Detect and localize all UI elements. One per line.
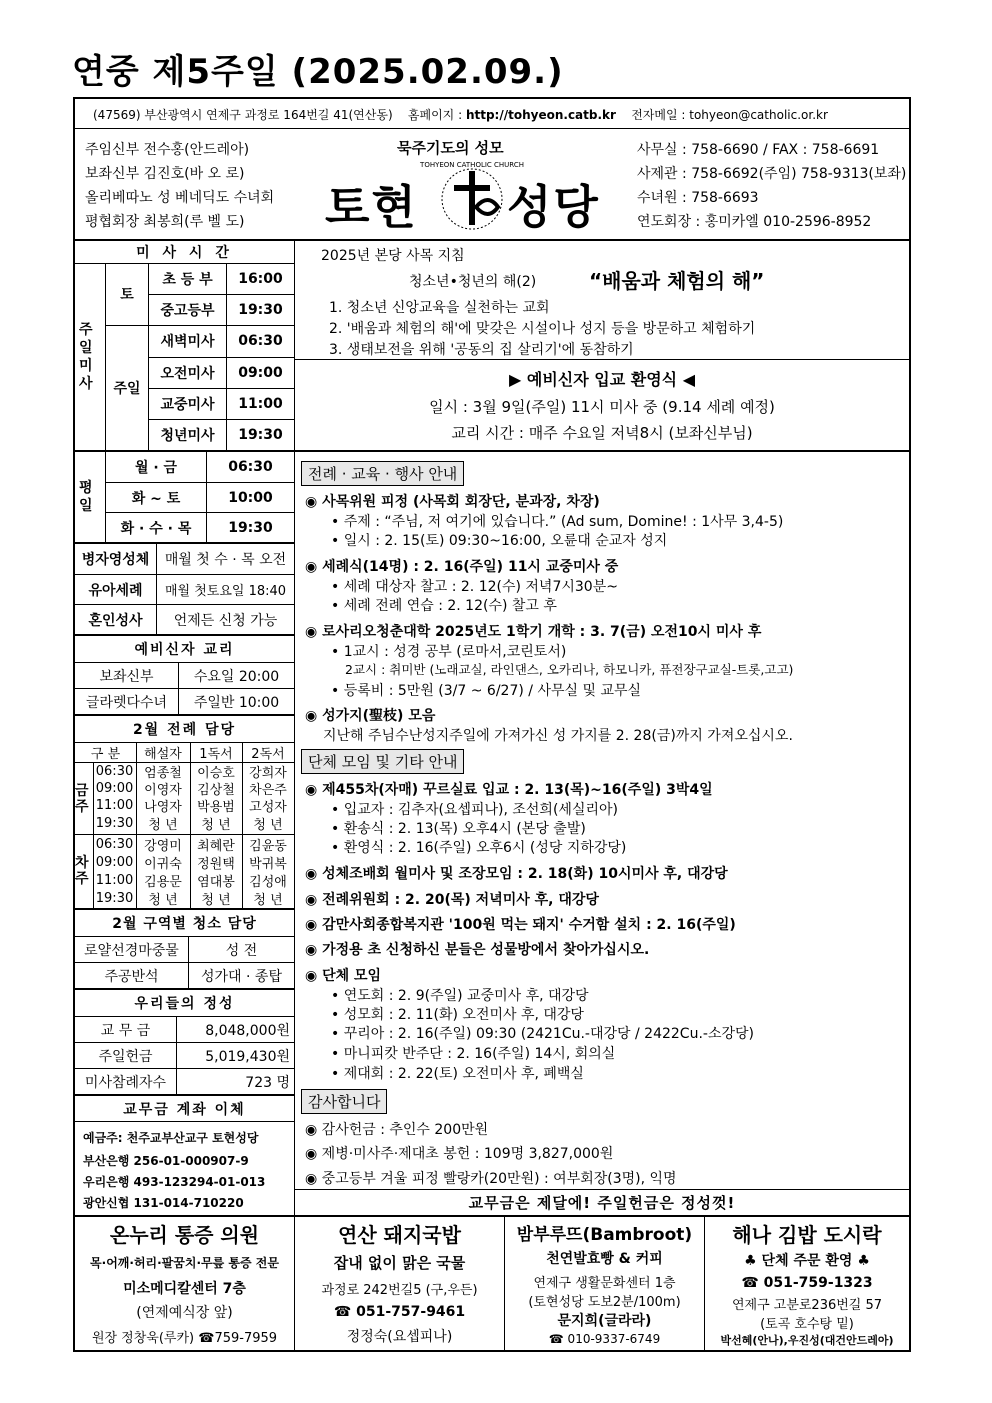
bank-header: 교무금 계좌 이체 [123, 1101, 246, 1118]
liturgy-cell: 차은주 [249, 783, 287, 798]
offering-row: 교 무 금 [100, 1022, 151, 1039]
notice-item: ◉ 단체 모임 [305, 968, 382, 984]
thanks-item: ◉ 감사헌금 : 추인수 200만원 [305, 1122, 489, 1138]
liturgy-cell: 09:00 [95, 781, 134, 796]
notice-item: ◉ 성가지(聖枝) 모음 [305, 708, 436, 724]
address-line: (47569) 부산광역시 연제구 과정로 164번길 41(연산동) 홈페이지 : http://tohyeon.catb.kr 전자메일 : tohyeon@catholic.or.kr [93, 108, 828, 122]
liturgy-cell: 06:30 [95, 764, 134, 779]
logo-right-text: 성당 [507, 180, 600, 234]
contact-4: 연도회장 : 홍미카엘 010-2596-8952 [637, 214, 872, 230]
offering-header: 우리들의 정성 [134, 996, 235, 1012]
notice-sub: • 세례 대상자 찰고 : 2. 12(수) 저녁7시30분~ [331, 579, 618, 595]
notice-item: ◉ 가정용 초 신청하신 분들은 성물방에서 찾아가십시오. [305, 942, 650, 958]
ad-line: 연제구 생활문화센터 1층 [533, 1275, 676, 1291]
notice-item: ◉ 세례식(14명) : 2. 16(주일) 11시 교중미사 중 [305, 559, 619, 575]
liturgy-cell: 19:30 [95, 816, 134, 831]
logo-ring-text: TOHYEON CATHOLIC CHURCH [420, 161, 524, 169]
cleaning-row: 로얄선경마중물 [84, 942, 179, 959]
sunday-label: 주일 [113, 381, 141, 397]
liturgy-cell: 김용문 [144, 874, 182, 890]
offering-value: 723 명 [245, 1074, 290, 1091]
ad-title: 온누리 통증 의원 [109, 1222, 260, 1247]
ad-line: ☎ 051-757-9461 [333, 1304, 466, 1320]
thanks-item: ◉ 제병·미사주·제대초 봉헌 : 109명 3,827,000원 [305, 1146, 614, 1162]
staff-1: 주임신부 전수홍(안드레아) [85, 142, 250, 158]
liturgy-cell: 엄종철 [144, 766, 182, 781]
ad-line: 원장 정창욱(루카) ☎759-7959 [91, 1330, 278, 1346]
thanks-item: ◉ 중고등부 겨울 피정 빨랑카(20만원) : 여부회장(3명), 익명 [305, 1171, 677, 1187]
mass-time: 19:30 [238, 302, 283, 318]
liturgy-cell: 이영자 [144, 783, 182, 798]
ad-line: 미소메디칼센터 7층 [123, 1281, 246, 1297]
liturgy-cell: 정원택 [197, 856, 235, 872]
cleaning-header: 2월 구역별 청소 담당 [112, 916, 257, 932]
notice-sub: • 1교시 : 성경 공부 (로마서,코린토서) [331, 644, 567, 660]
liturgy-cell: 11:00 [95, 798, 134, 813]
welcome-class: 교리 시간 : 매주 수요일 저녁8시 (보좌신부님) [451, 423, 753, 442]
weekday-row: 월 · 금 [134, 460, 178, 476]
cleaning-row: 주공반석 [104, 968, 159, 985]
notice-sub: • 세례 전례 연습 : 2. 12(수) 찰고 후 [331, 598, 557, 614]
notice-item: ◉ 제455차(자매) 꾸르실료 입교 : 2. 13(목)~16(주일) 3박4일 [305, 782, 713, 798]
sunday-mass-label: 주일미사 [79, 321, 93, 392]
pastoral-item: 3. 생태보전을 위해 '공동의 집 살리기'에 동참하기 [329, 342, 634, 358]
liturgy-col: 2독서 [251, 747, 285, 762]
liturgy-cell: 나영자 [144, 800, 182, 815]
homepage-link[interactable]: http://tohyeon.catb.kr [465, 108, 616, 122]
bulletin-frame [73, 97, 911, 1352]
liturgy-cell: 강희자 [249, 766, 287, 781]
liturgy-cell: 염대봉 [197, 874, 235, 890]
ad-line: 연제구 고분로236번길 57 [731, 1298, 883, 1313]
weekday-time: 10:00 [228, 489, 273, 506]
weekday-mass-label: 평일 [79, 480, 93, 514]
liturgy-cell: 박귀복 [249, 856, 287, 872]
mass-time: 09:00 [238, 365, 283, 381]
section-thanks: 감사합니다 [301, 1089, 387, 1114]
ad-line: 박선혜(안나),우진성(대건안드레아) [720, 1334, 894, 1347]
notice-item: ◉ 감만사회종합복지관 '100원 먹는 돼지' 수거함 설치 : 2. 16(주일) [305, 917, 736, 933]
ad-line: ☎ 010-9337-6749 [548, 1332, 661, 1346]
mass-row: 새벽미사 [160, 334, 215, 350]
ad-line: ☎ 051-759-1323 [741, 1275, 873, 1291]
ad-line: 잡내 없이 맑은 국물 [333, 1253, 466, 1272]
mass-row: 청년미사 [160, 428, 215, 444]
sacrament-value: 매월 첫 수 · 목 오전 [164, 551, 287, 568]
notice-sub: 지난해 주님수난성지주일에 가져가신 성 가지를 2. 28(금)까지 가져오십시오. [323, 728, 793, 744]
ad-title: 밤부루뜨(Bambroot) [516, 1224, 693, 1245]
sacrament-label: 유아세례 [88, 582, 143, 599]
liturgy-cell: 청 년 [201, 892, 231, 908]
catechumen-value: 주일반 10:00 [193, 694, 280, 711]
liturgy-cell: 청 년 [148, 818, 178, 833]
ad-line: 과정로 242번길5 (구,우든) [321, 1282, 478, 1298]
contact-2: 사제관 : 758-6692(주임) 758-9313(보좌) [637, 166, 907, 182]
notice-item: ◉ 전례위원회 : 2. 20(목) 저녁미사 후, 대강당 [305, 892, 599, 908]
logo-top-text: 묵주기도의 성모 [397, 139, 504, 157]
liturgy-col: 1독서 [199, 747, 233, 762]
mass-row: 중고등부 [160, 303, 215, 319]
sacrament-value: 매월 첫토요일 18:40 [164, 584, 287, 599]
notice-sub: • 일시 : 2. 15(토) 09:30~16:00, 오륜대 순교자 성지 [331, 533, 668, 549]
ad-line: (토곡 호수탕 밑) [760, 1316, 854, 1332]
notice-sub: • 제대회 : 2. 22(토) 오전미사 후, 폐백실 [331, 1066, 584, 1082]
notice-sub: • 환송식 : 2. 13(목) 오후4시 (본당 출발) [331, 821, 586, 837]
liturgy-cell: 김윤동 [249, 838, 287, 854]
mass-row: 교중미사 [160, 397, 215, 413]
liturgy-cell: 청 년 [201, 818, 231, 833]
liturgy-cell: 강영미 [144, 838, 182, 854]
ad-line: (토현성당 도보2분/100m) [528, 1294, 681, 1310]
notice-item: ◉ 성체조배회 월미사 및 조장모임 : 2. 18(화) 10시미사 후, 대강당 [305, 866, 728, 882]
liturgy-cell: 11:00 [95, 872, 134, 888]
pastoral-line2a: 청소년•청년의 해(2) [409, 274, 537, 290]
liturgy-cell: 19:30 [95, 890, 134, 906]
catechumen-value: 수요일 20:00 [193, 668, 280, 685]
liturgy-col: 해설자 [144, 747, 182, 762]
weekday-time: 19:30 [228, 519, 273, 536]
liturgy-cell: 청 년 [253, 892, 283, 908]
notice-sub: • 꾸리아 : 2. 16(주일) 09:30 (2421Cu.-대강당 / 2422Cu.-소강당) [331, 1026, 754, 1042]
bank-account: 우리은행 493-123294-01-013 [83, 1175, 266, 1189]
notice-sub: • 환영식 : 2. 16(주일) 오후6시 (성당 지하강당) [331, 840, 627, 856]
weekday-row: 화 · 수 · 목 [120, 520, 192, 537]
ad-line: 문지희(글라라) [557, 1313, 652, 1329]
sacrament-label: 병자영성체 [81, 551, 150, 568]
liturgy-cell: 김상철 [197, 783, 235, 798]
notice-sub: • 연도회 : 2. 9(주일) 교중미사 후, 대강당 [331, 988, 589, 1004]
notice-sub: • 등록비 : 5만원 (3/7 ~ 6/27) / 사무실 및 교무실 [331, 683, 642, 699]
ad-title: 해나 김밥 도시락 [732, 1222, 882, 1247]
liturgy-cell: 고성자 [249, 800, 287, 815]
weekday-time: 06:30 [228, 459, 273, 475]
church-logo-icon [420, 157, 524, 237]
liturgy-cell: 이귀숙 [144, 856, 182, 872]
liturgy-cell: 김성애 [249, 874, 287, 890]
mass-row: 오전미사 [160, 366, 215, 382]
catechumen-header: 예비신자 교리 [134, 642, 235, 658]
staff-2: 보좌신부 김진호(바 오 로) [85, 166, 245, 182]
bank-owner: 예금주: 천주교부산교구 토현성당 [83, 1131, 259, 1145]
liturgy-group-label: 금주 [75, 783, 89, 815]
welcome-date: 일시 : 3월 9일(주일) 11시 미사 중 (9.14 세례 예정) [429, 397, 775, 416]
liturgy-header: 2월 전례 담당 [132, 722, 237, 738]
contact-1: 사무실 : 758-6690 / FAX : 758-6691 [637, 142, 880, 158]
liturgy-cell: 최혜란 [197, 838, 235, 854]
bank-account: 부산은행 256-01-000907-9 [83, 1154, 249, 1168]
offering-value: 8,048,000원 [205, 1022, 290, 1039]
staff-4: 평협회장 최봉희(루 벨 도) [85, 214, 245, 230]
bank-account: 광안신협 131-014-710220 [83, 1196, 244, 1210]
liturgy-group-label: 차주 [75, 855, 89, 887]
notice-sub: • 주제 : “주님, 저 여기에 있습니다.” (Ad sum, Domine! : 1사무 3,4-5) [331, 514, 784, 530]
liturgy-cell: 청 년 [253, 818, 283, 833]
welcome-title: ▶ 예비신자 입교 환영식 ◀ [509, 369, 695, 389]
sacrament-label: 혼인성사 [88, 612, 143, 629]
liturgy-col: 구 분 [90, 747, 121, 762]
address: (47569) 부산광역시 연제구 과정로 164번길 41(연산동) [93, 108, 393, 122]
catechumen-row: 글라렛다수녀 [85, 694, 168, 711]
liturgy-cell: 06:30 [95, 836, 134, 852]
mass-time: 16:00 [238, 271, 283, 287]
ad-line: (연제예식장 앞) [136, 1305, 233, 1321]
offering-row: 미사참례자수 [84, 1074, 167, 1091]
cleaning-value: 성가대 · 종탑 [201, 968, 282, 985]
mass-time: 19:30 [238, 427, 283, 443]
section-groups: 단체 모임 및 기타 안내 [301, 749, 464, 774]
section-liturgy-education: 전례 · 교육 · 행사 안내 [301, 461, 464, 486]
notice-sub: 2교시 : 취미반 (노래교실, 라인댄스, 오카리나, 하모니카, 퓨전장구교실-트롯,고고) [345, 662, 794, 677]
contact-3: 수녀원 : 758-6693 [637, 190, 759, 206]
mass-header: 미 사 시 간 [136, 245, 233, 261]
mass-time: 11:00 [238, 396, 283, 412]
liturgy-cell: 청 년 [148, 892, 178, 908]
pastoral-item: 2. '배움과 체험의 해'에 맞갖은 시설이나 성지 등을 방문하고 체험하기 [329, 321, 756, 337]
liturgy-cell: 이승호 [197, 766, 235, 781]
page-title: 연중 제5주일 (2025.02.09.) [72, 52, 564, 92]
notice-sub: • 입교자 : 김추자(요셉피나), 조선희(세실리아) [331, 802, 618, 818]
ad-title: 연산 돼지국밥 [338, 1222, 461, 1247]
notice-item: ◉ 사목위원 피정 (사목회 회장단, 분과장, 차장) [305, 494, 600, 510]
notice-sub: • 성모회 : 2. 11(화) 오전미사 후, 대강당 [331, 1007, 584, 1023]
ad-line: ♣ 단체 주문 환영 ♣ [744, 1253, 870, 1269]
notice-sub: • 마니피캇 반주단 : 2. 16(주일) 14시, 회의실 [331, 1046, 616, 1062]
liturgy-cell: 09:00 [95, 854, 134, 870]
pastoral-theme: “배움과 체험의 해” [589, 269, 765, 293]
mass-time: 06:30 [238, 333, 283, 349]
catechumen-row: 보좌신부 [99, 668, 154, 685]
offering-row: 주일헌금 [98, 1048, 153, 1065]
ad-line: 천연발효빵 & 커피 [546, 1251, 663, 1267]
pastoral-item: 1. 청소년 신앙교육을 실천하는 교회 [329, 300, 550, 316]
saturday-label: 토 [120, 287, 134, 303]
weekday-row: 화 ~ 토 [131, 490, 181, 507]
ad-line: 정정숙(요셉피나) [346, 1329, 453, 1345]
logo-left-text: 토현 [325, 180, 418, 234]
cleaning-value: 성 전 [225, 942, 258, 959]
mass-row: 초 등 부 [162, 272, 213, 288]
slogan: 교무금은 제달에! 주일헌금은 정성껏! [468, 1193, 736, 1212]
sacrament-value: 언제든 신청 가능 [173, 612, 278, 629]
offering-value: 5,019,430원 [205, 1048, 290, 1065]
pastoral-line1: 2025년 본당 사목 지침 [321, 248, 465, 264]
liturgy-cell: 박용범 [197, 800, 235, 815]
notice-item: ◉ 로사리오청춘대학 2025년도 1학기 개학 : 3. 7(금) 오전10시 미사 후 [305, 624, 762, 640]
staff-3: 올리베따노 성 베네딕도 수녀회 [85, 190, 275, 206]
email-link[interactable]: tohyeon@catholic.or.kr [689, 108, 828, 122]
ad-line: 목·어깨·허리·팔꿈치·무릎 통증 전문 [90, 1255, 279, 1270]
